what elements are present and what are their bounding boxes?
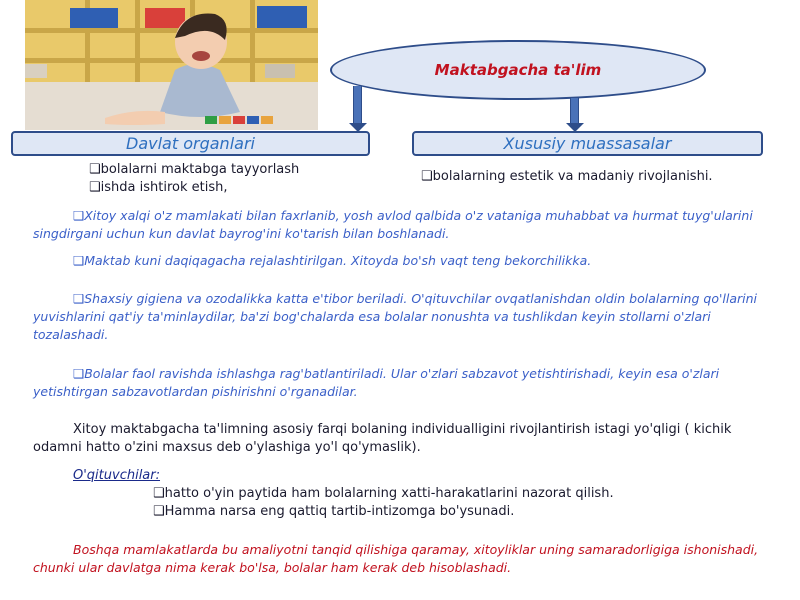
bullet-icon: ❑: [73, 366, 85, 381]
bullet-icon: ❑: [421, 169, 433, 184]
main-difference-text: Xitoy maktabgacha ta'limning asosiy farqi bolaning individualligini rivojlantirish istagi yo'qligi ( kichik odamni hatto o'zini maxsus deb o'ylashiga yo'l qo'ymaslik).: [33, 422, 732, 455]
closing-paragraph: Boshqa mamlakatlarda bu amaliyotni tanqid qilishiga qaramay, xitoyliklar uning samaradorligiga ishonishadi, chunki ular davlatga nima kerak bo'lsa, bolalar ham kerak deb hisoblashadi.: [33, 542, 759, 575]
left-item-2: ❑ishda ishtirok etish,: [89, 180, 228, 195]
bullet-icon: ❑: [73, 208, 85, 223]
private-institutions-box: [412, 131, 763, 156]
arrow-down-right-icon: [566, 98, 584, 132]
paragraph-work: ❑Bolalar faol ravishda ishlashga rag'batlantiriladi. Ular o'zlari sabzavot yetishtirishadi, keyin esa o'zlari yetishtirgan sabzavotlardan pishirishni o'rganadilar.: [33, 366, 720, 399]
bullet-icon: ❑: [89, 162, 101, 177]
bullet-icon: ❑: [73, 253, 85, 268]
category-ellipse: [330, 40, 706, 100]
state-organs-label: Davlat organlari: [126, 134, 255, 153]
paragraph-flag: ❑Xitoy xalqi o'z mamlakati bilan faxrlanib, yosh avlod qalbida o'z vataniga muhabbat va hurmat tuyg'ularini singdirgani uchun kun davlat bayrog'ini ko'tarish bilan boshlanadi.: [33, 208, 753, 241]
teachers-label: O'qituvchilar:: [73, 468, 161, 483]
private-institutions-label: Xususiy muassasalar: [503, 134, 672, 153]
bullet-icon: ❑: [153, 486, 165, 501]
bullet-icon: ❑: [89, 180, 101, 195]
state-organs-box: [11, 131, 370, 156]
arrow-down-left-icon: [349, 86, 367, 132]
bullet-icon: ❑: [153, 504, 165, 519]
bullet-icon: ❑: [73, 291, 85, 306]
right-item-1: ❑bolalarning estetik va madaniy rivojlanishi.: [421, 169, 713, 184]
teacher-item-1: ❑hatto o'yin paytida ham bolalarning xatti-harakatlarini nazorat qilish.: [153, 486, 614, 501]
ellipse-title: Maktabgacha ta'lim: [434, 61, 602, 79]
paragraph-schedule: ❑Maktab kuni daqiqagacha rejalashtirilgan. Xitoyda bo'sh vaqt teng bekorchilikka.: [73, 253, 592, 268]
child-photo: [25, 0, 318, 130]
teacher-item-2: ❑Hamma narsa eng qattiq tartib-intizomga bo'ysunadi.: [153, 504, 515, 519]
paragraph-hygiene: ❑Shaxsiy gigiena va ozodalikka katta e'tibor beriladi. O'qituvchilar ovqatlanishdan oldin bolalarning qo'llarini yuvishlarini qat'iy ta'minlaydilar, ba'zi bog'chalarda esa bolalar nonushta va tushlikdan keyin stollarni o'zlari tozalashadi.: [33, 291, 758, 342]
left-item-1: ❑bolalarni maktabga tayyorlash: [89, 162, 300, 177]
